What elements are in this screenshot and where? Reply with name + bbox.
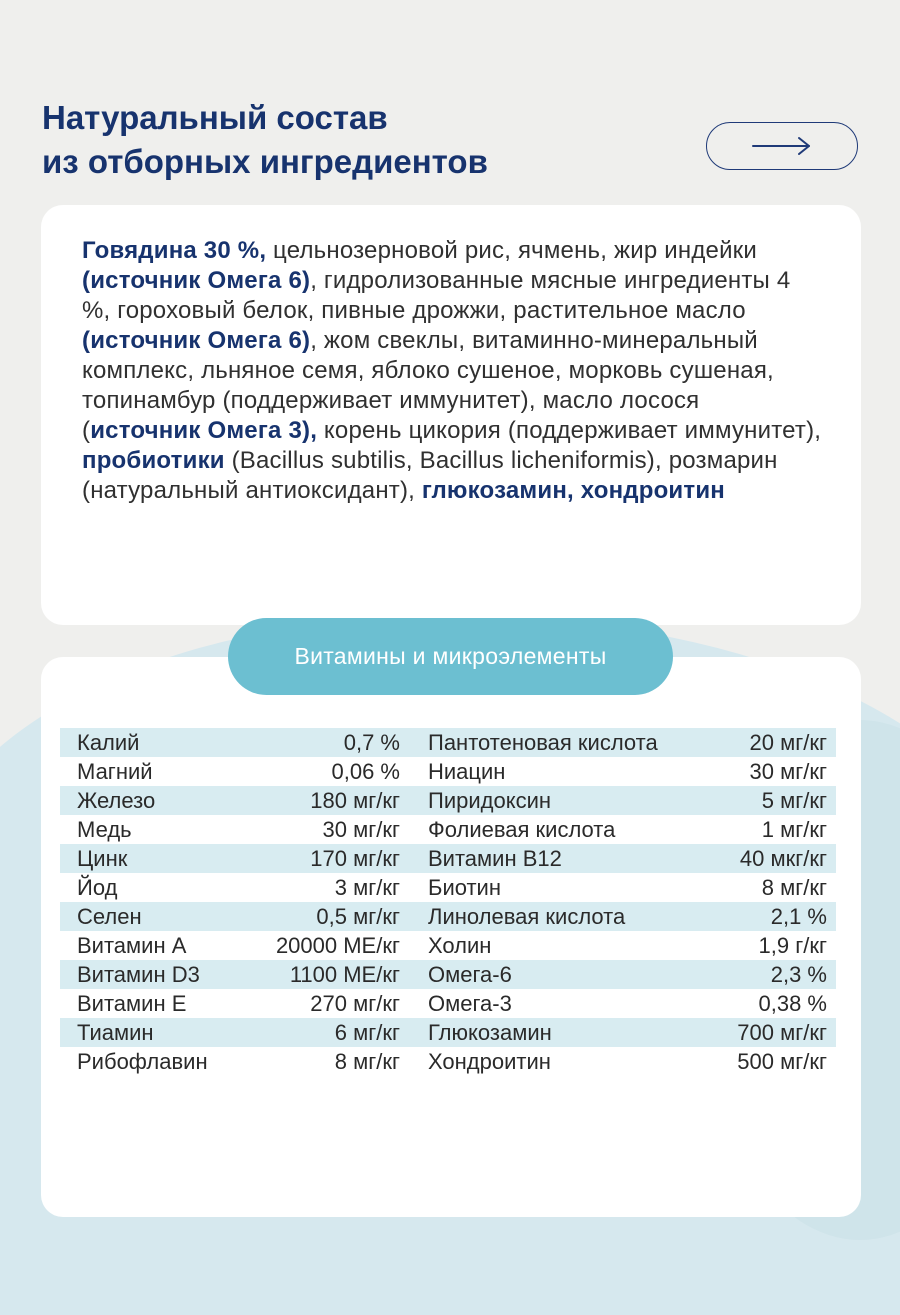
table-row [60, 757, 836, 786]
nutrient-value: 5 мг/кг [761, 787, 827, 813]
table-row [60, 989, 836, 1018]
nutrient-value: 20 мг/кг [749, 729, 827, 755]
next-button[interactable] [706, 122, 858, 170]
nutrient-name: Витамин B12 [428, 845, 562, 871]
arrow-right-icon [751, 135, 813, 157]
page-title-line-1: Натуральный состав [42, 99, 388, 136]
composition-segment: цельнозерновой рис, ячмень, жир индейки [266, 237, 757, 264]
composition-highlight: Говядина 30 %, [82, 237, 267, 264]
nutrient-name: Ниацин [428, 758, 506, 784]
composition-highlight: пробиотики [82, 447, 225, 474]
nutrient-name: Холин [428, 932, 492, 958]
nutrient-name: Калий [77, 729, 140, 755]
composition-segment: , гидролизованные мясные ингредиенты 4 %, гороховый белок, пивные дрожжи, растительное масло [82, 267, 791, 324]
table-row [60, 902, 836, 931]
nutrient-value: 0,7 % [343, 729, 400, 755]
nutrient-value: 3 мг/кг [334, 874, 400, 900]
table-row [60, 815, 836, 844]
nutrient-name: Пиридоксин [428, 787, 552, 813]
nutrient-name: Медь [77, 816, 132, 842]
nutrient-name: Омега-6 [428, 961, 512, 987]
nutrient-value: 1 мг/кг [761, 816, 827, 842]
composition-highlight: (источник Омега 6) [82, 327, 311, 354]
vitamins-table [60, 728, 836, 1076]
nutrient-value: 500 мг/кг [737, 1048, 827, 1074]
table-row [60, 931, 836, 960]
nutrient-value: 0,5 мг/кг [316, 903, 400, 929]
nutrient-name: Глюкозамин [428, 1019, 552, 1045]
page-title-line-2: из отборных ингредиентов [42, 143, 488, 180]
nutrient-value: 1100 МЕ/кг [289, 961, 400, 987]
nutrient-value: 700 мг/кг [737, 1019, 827, 1045]
nutrient-name: Хондроитин [428, 1048, 551, 1074]
composition-highlight: глюкозамин, хондроитин [421, 477, 725, 504]
nutrient-name: Фолиевая кислота [428, 816, 616, 842]
nutrient-name: Пантотеновая кислота [428, 729, 658, 755]
table-row [60, 728, 836, 757]
nutrient-value: 1,9 г/кг [758, 932, 827, 958]
nutrient-name: Биотин [428, 874, 501, 900]
nutrient-value: 30 мг/кг [322, 816, 400, 842]
nutrient-name: Витамин D3 [77, 961, 200, 987]
table-row [60, 1018, 836, 1047]
nutrient-value: 8 мг/кг [761, 874, 827, 900]
table-row [60, 1047, 836, 1076]
nutrient-value: 2,3 % [770, 961, 827, 987]
table-row [60, 960, 836, 989]
table-row [60, 786, 836, 815]
nutrient-name: Рибофлавин [77, 1048, 208, 1074]
nutrient-value: 0,38 % [758, 990, 827, 1016]
table-row [60, 844, 836, 873]
page-title [42, 96, 488, 184]
nutrient-name: Селен [77, 903, 142, 929]
nutrient-value: 170 мг/кг [310, 845, 400, 871]
nutrient-value: 20000 МЕ/кг [275, 932, 400, 958]
vitamins-heading-pill [228, 618, 673, 695]
composition-text [82, 236, 822, 506]
nutrient-value: 30 мг/кг [749, 758, 827, 784]
nutrient-name: Витамин А [77, 932, 187, 958]
composition-segment: , жом свеклы, витаминно-минеральный комплекс, льняное семя, яблоко сушеное, морковь сушеная, топинамбур (поддерживает иммунитет), масло лосося ( [82, 327, 774, 444]
nutrient-name: Витамин Е [77, 990, 187, 1016]
nutrient-value: 2,1 % [770, 903, 827, 929]
nutrient-name: Цинк [77, 845, 128, 871]
nutrient-name: Йод [77, 874, 118, 900]
composition-segment: (Bacillus subtilis, Bacillus licheniformis), розмарин (натуральный антиоксидант), [82, 447, 778, 504]
nutrient-value: 0,06 % [331, 758, 400, 784]
nutrient-name: Магний [77, 758, 153, 784]
nutrient-value: 8 мг/кг [334, 1048, 400, 1074]
composition-highlight: (источник Омега 6) [82, 267, 311, 294]
table-row [60, 873, 836, 902]
nutrient-name: Тиамин [77, 1019, 154, 1045]
vitamins-heading: Витамины и микроэлементы [294, 643, 607, 669]
composition-highlight: источник Омега 3), [90, 417, 318, 444]
nutrient-value: 180 мг/кг [310, 787, 400, 813]
nutrient-value: 40 мкг/кг [739, 845, 827, 871]
composition-segment: корень цикория (поддерживает иммунитет), [317, 417, 822, 444]
nutrient-name: Линолевая кислота [428, 903, 626, 929]
nutrient-name: Омега-3 [428, 990, 512, 1016]
nutrient-value: 6 мг/кг [334, 1019, 400, 1045]
nutrient-value: 270 мг/кг [310, 990, 400, 1016]
nutrient-name: Железо [77, 787, 156, 813]
